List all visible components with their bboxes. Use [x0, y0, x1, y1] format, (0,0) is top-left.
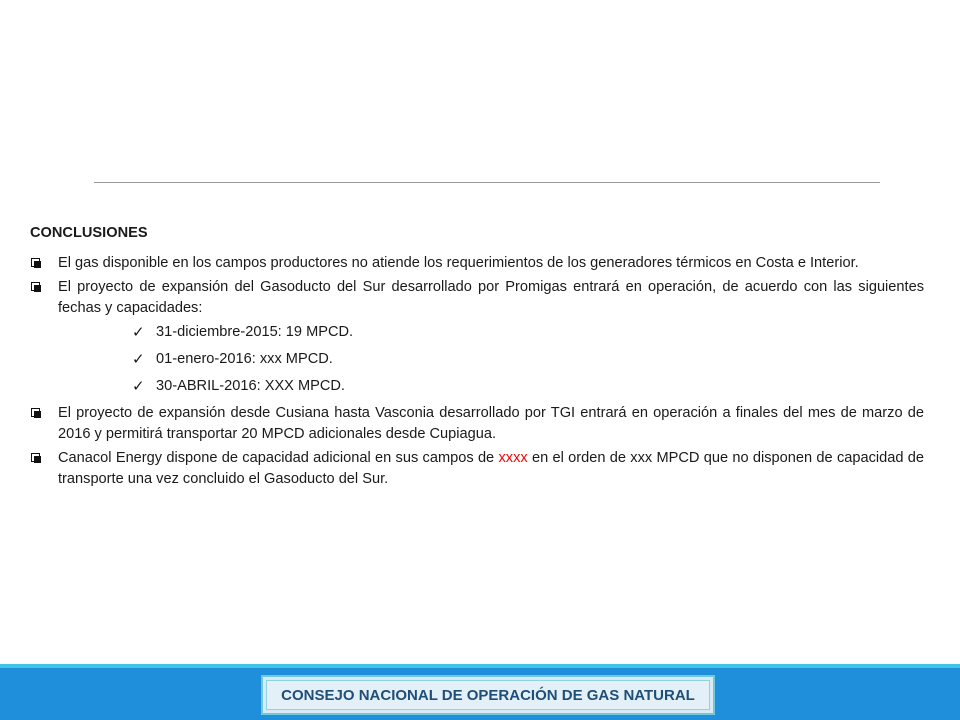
bullet-text: El proyecto de expansión del Gasoducto del Sur desarrollado por Promigas entrará en operación, de acuerdo con las siguientes fechas y capacidades: [58, 279, 924, 316]
highlighted-placeholder: xxxx [498, 450, 528, 466]
divider-line [94, 182, 880, 183]
bullet-item [30, 448, 924, 490]
bullet-item [30, 403, 924, 445]
checkbox-square-icon [31, 453, 41, 463]
checkbox-square-icon [31, 282, 41, 292]
footer-label: CONSEJO NACIONAL DE OPERACIÓN DE GAS NATURAL [266, 680, 710, 710]
bullet-text-part: Canacol Energy dispone de capacidad adicional en sus campos de [58, 450, 499, 466]
bullet-item [30, 277, 924, 319]
slide-content [30, 223, 924, 493]
check-text: 31-diciembre-2015: 19 MPCD. [156, 324, 354, 340]
checkbox-square-icon [31, 408, 41, 418]
checkmark-icon: ✓ [132, 324, 145, 341]
check-list [30, 322, 924, 397]
bullet-text-part: en el orden de xxx MPCD que no disponen de capacidad de transporte una vez concluido el Gasoducto del Sur. [58, 450, 925, 487]
section-heading: CONCLUSIONES [30, 225, 148, 241]
footer-banner [261, 675, 715, 715]
check-text: 01-enero-2016: xxx MPCD. [156, 351, 333, 367]
check-item [30, 376, 924, 397]
check-text: 30-ABRIL-2016: XXX MPCD. [156, 378, 345, 394]
bullet-text: El proyecto de expansión desde Cusiana hasta Vasconia desarrollado por TGI entrará en operación a finales del mes de marzo de 2016 y permitirá transportar 20 MPCD adicionales desde Cupiagua. [58, 405, 924, 442]
checkmark-icon: ✓ [132, 378, 145, 395]
checkmark-icon: ✓ [132, 351, 145, 368]
bullet-text: El gas disponible en los campos productores no atiende los requerimientos de los generadores térmicos en Costa e Interior. [58, 255, 859, 271]
checkbox-square-icon [31, 258, 41, 268]
check-item [30, 349, 924, 370]
check-item [30, 322, 924, 343]
bullet-item [30, 253, 924, 274]
